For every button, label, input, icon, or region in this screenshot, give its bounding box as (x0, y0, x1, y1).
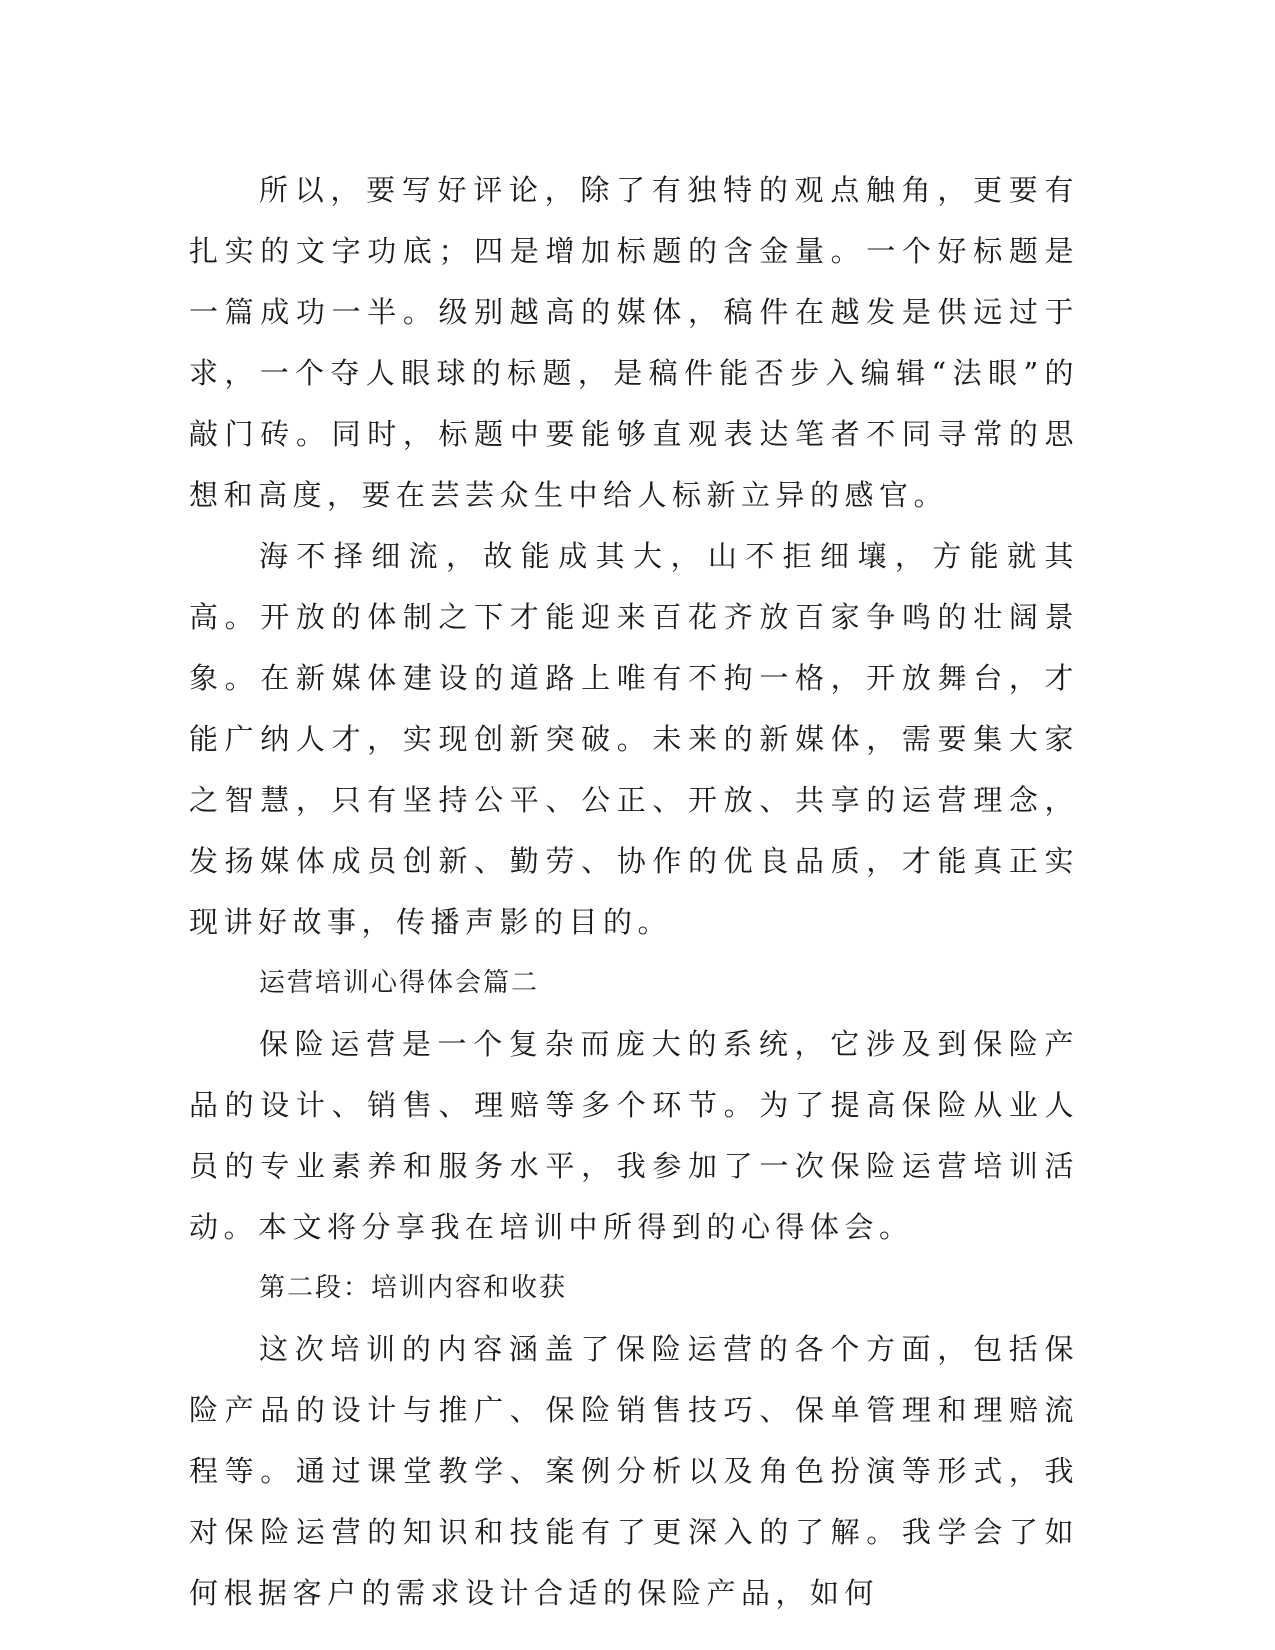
paragraph-training-details: 这次培训的内容涵盖了保险运营的各个方面，包括保险产品的设计与推广、保险销售技巧、保单管理和理赔流程等。通过课堂教学、案例分析以及角色扮演等形式，我对保险运营的知识和技能有了更深入的了解。我学会了如何根据客户的需求设计合适的保险产品，如何 (189, 1332, 1079, 1610)
section-heading-training-content: 第二段：培训内容和收获 (259, 1273, 568, 1303)
section-heading-part-two: 运营培训心得体会篇二 (259, 968, 540, 998)
paragraph-open-media: 海不择细流，故能成其大，山不拒细壤，方能就其高。开放的体制之下才能迎来百花齐放百家争鸣的壮阔景象。在新媒体建设的道路上唯有不拘一格，开放舞台，才能广纳人才，实现创新突破。未来的新媒体，需要集大家之智慧，只有坚持公平、公正、开放、共享的运营理念，发扬媒体成员创新、勤劳、协作的优良品质，才能真正实现讲好故事，传播声影的目的。 (189, 539, 1079, 939)
paragraph-commentary-skills: 所以，要写好评论，除了有独特的观点触角，更要有扎实的文字功底；四是增加标题的含金量。一个好标题是一篇成功一半。级别越高的媒体，稿件在越发是供远过于求，一个夺人眼球的标题，是稿件能否步入编辑“法眼”的敲门砖。同时，标题中要能够直观表达笔者不同寻常的思想和高度，要在芸芸众生中给人标新立异的感官。 (189, 173, 1079, 512)
document-body (189, 160, 1079, 1624)
paragraph-insurance-intro: 保险运营是一个复杂而庞大的系统，它涉及到保险产品的设计、销售、理赔等多个环节。为了提高保险从业人员的专业素养和服务水平，我参加了一次保险运营培训活动。本文将分享我在培训中所得到的心得体会。 (189, 1027, 1079, 1244)
